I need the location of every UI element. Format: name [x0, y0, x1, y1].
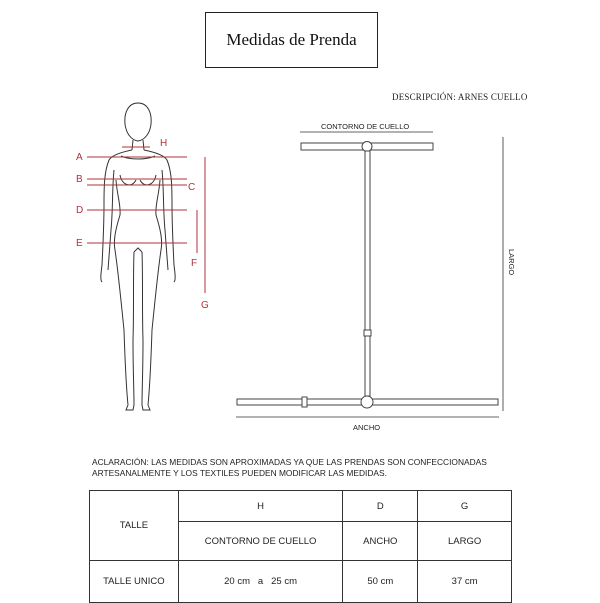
row-size: TALLE UNICO [90, 561, 179, 603]
label-neck-contour: CONTORNO DE CUELLO [321, 122, 410, 131]
label-width: ANCHO [353, 423, 381, 432]
garment-bottom-ring [361, 396, 373, 408]
label-e: E [76, 238, 83, 249]
garment-vertical-strap [365, 151, 370, 396]
header-neck-contour: CONTORNO DE CUELLO [178, 522, 343, 561]
header-code-h: H [178, 491, 343, 522]
garment-top-ring [362, 142, 372, 152]
header-code-d: D [343, 491, 418, 522]
garment-description: DESCRIPCIÓN: ARNES CUELLO [392, 92, 528, 102]
header-width: ANCHO [343, 522, 418, 561]
header-size: TALLE [90, 491, 179, 561]
row-neck-contour: 20 cm a 25 cm [178, 561, 343, 603]
header-length: LARGO [418, 522, 512, 561]
disclaimer-line-2: ARTESANALMENTE Y LOS TEXTILES PUEDEN MODIFICAR LAS MEDIDAS. [92, 468, 387, 478]
row-length: 37 cm [418, 561, 512, 603]
header-code-g: G [418, 491, 512, 522]
table-code-row [90, 491, 512, 522]
row-width: 50 cm [343, 561, 418, 603]
label-f: F [191, 258, 198, 269]
label-b: B [76, 174, 83, 185]
disclaimer-line-1: ACLARACIÓN: LAS MEDIDAS SON APROXIMADAS YA QUE LAS PRENDAS SON CONFECCIONADAS [92, 457, 487, 467]
label-length: LARGO [507, 249, 516, 276]
page-title: Medidas de Prenda [226, 30, 357, 49]
garment-bottom-clasp [302, 397, 307, 407]
label-h: H [160, 138, 168, 149]
measurement-lines [87, 147, 205, 293]
size-table [89, 490, 512, 603]
label-a: A [76, 152, 83, 163]
garment-diagram [237, 142, 498, 409]
label-c: C [188, 182, 196, 193]
body-silhouette [101, 103, 175, 410]
disclaimer-note [92, 457, 522, 479]
table-row [90, 561, 512, 603]
label-g: G [201, 300, 209, 311]
label-d: D [76, 205, 84, 216]
garment-buckle [364, 330, 371, 336]
